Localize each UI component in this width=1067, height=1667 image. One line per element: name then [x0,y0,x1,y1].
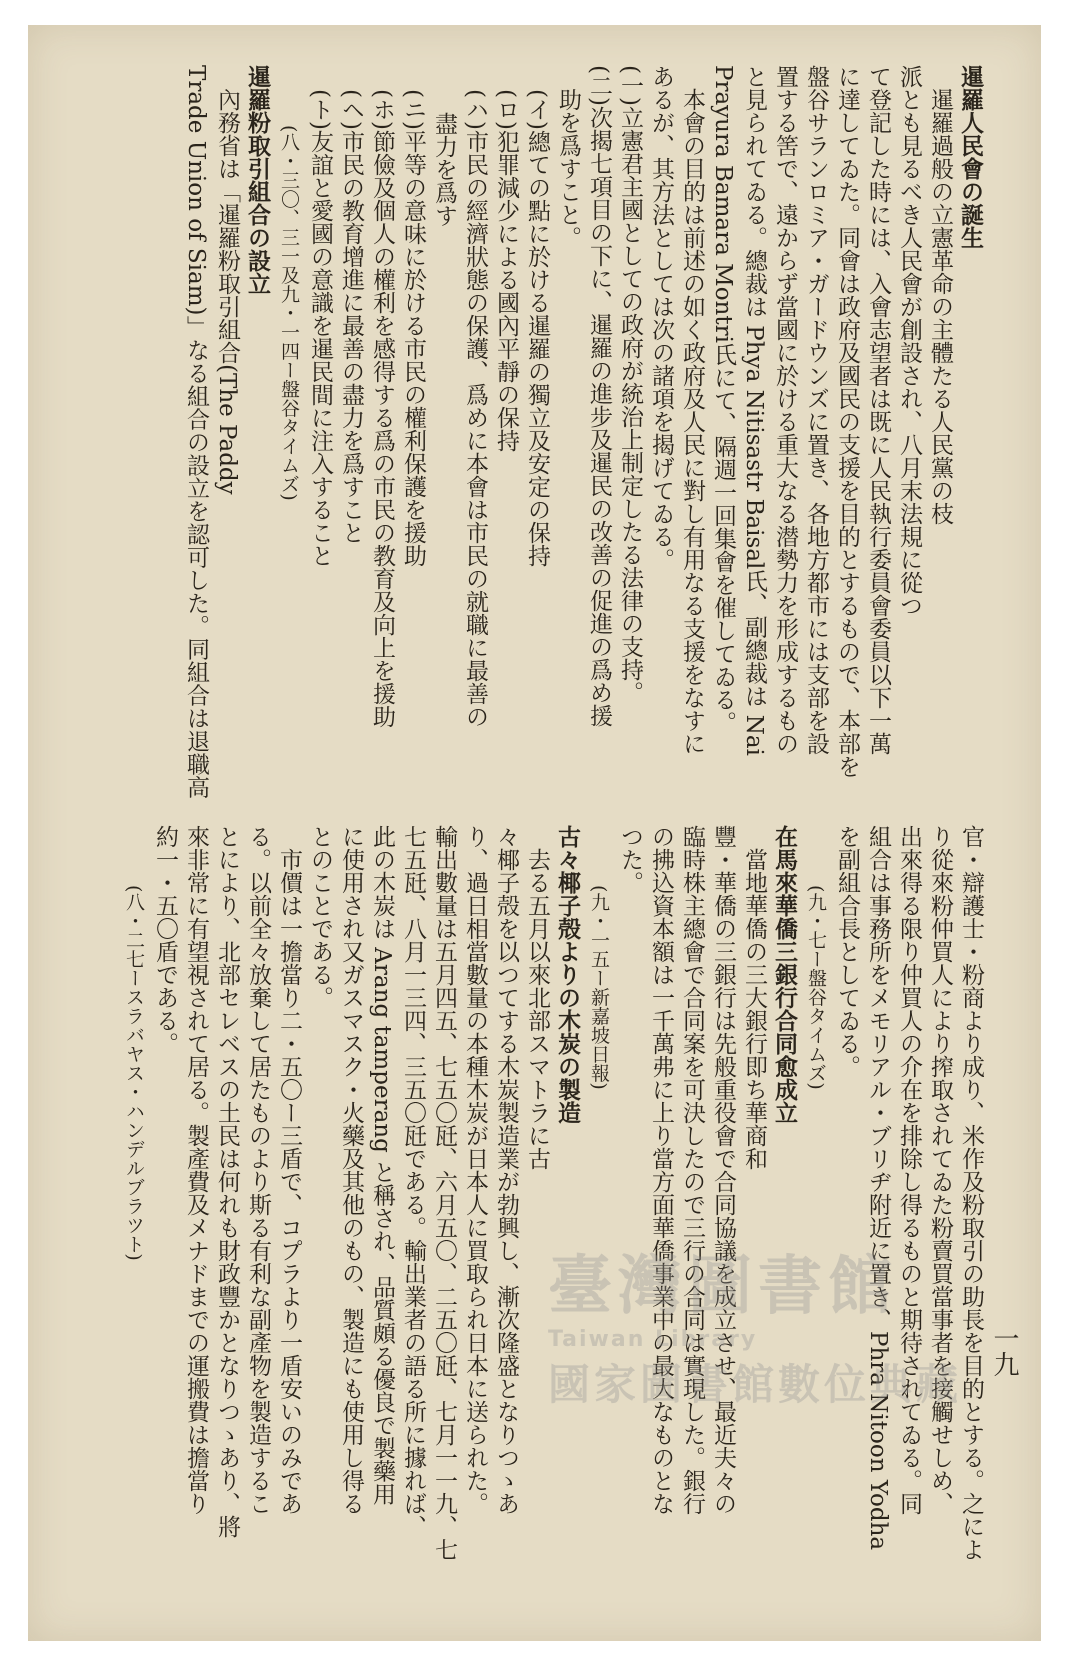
article-line: 去る五月以來北部スマトラに古 [524,825,550,1170]
source-citation: (九・七ー盤谷タイムズ) [805,885,827,1090]
sub-list-item: 盡力を爲す [431,89,457,227]
article-line: 暹羅過般の立憲革命の主體たる人民黨の枝 [927,65,953,525]
article-line: 約一・五〇盾である。 [152,825,178,1055]
heading-charcoal: 古々椰子殻よりの木炭の製造 [554,825,581,1124]
article-line: 々椰子殻を以つてする木炭製造業が勃興し、漸次隆盛となりつゝあ [493,825,519,1515]
article-line: つた。 [617,825,643,894]
library-watermark [548,1235,962,1412]
article-line: 內務省は「暹羅粉取引組合(The Paddy [214,65,240,495]
article-line: に使用され又ガスマスク・火藥及其他のもの、製造にも使用し得る [338,825,364,1515]
article-line: 派とも見るべき人民會が創設され、八月末法規に從つ [896,65,922,617]
list-item: (一)立憲君主國としての政府が統治上制定したる法律の支持。 [617,65,643,704]
watermark-main: 臺灣圖書館 [548,1250,898,1324]
article-line: り從來粉仲買人により搾取されてゐた粉賣買當事者を接觸せしめ、 [927,825,953,1515]
watermark-english: Taiwan Library [548,1327,758,1352]
article-line: Trade Union of Siam)」なる組合の設立を認可した。同組合は退職高 [183,65,209,799]
scanned-page [28,25,1041,1641]
article-line: の拂込資本額は一千萬弗に上り當方面華僑事業中の最大なものとな [648,825,674,1515]
article-paddy-union [180,65,273,805]
article-line: 來非常に有望視されて居る。製產費及メナドまでの運搬費は擔當り [183,825,209,1515]
heading-paddy-union: 暹羅粉取引組合の設立 [244,65,271,295]
sub-list-item: (ト)友誼と愛國の意識を暹民間に注入すること [307,89,333,567]
list-item: 助を爲すこと。 [555,65,581,249]
page-number: 一九 [989,1325,1019,1377]
heading-people-association: 暹羅人民會の誕生 [957,65,984,249]
article-line: 置する筈で、遠からず當國に於ける重大なる潜勢力を形成するもの [772,65,798,755]
article-line: て登記した時には、入會志望者は既に人民執行委員會委員以下一萬 [865,65,891,755]
article-line: り、過日相當數量の本種木炭が日本人に買取られ日本に送られた。 [462,825,488,1515]
article-paddy-union-continued [800,825,986,1585]
upper-section [86,65,986,805]
list-item: (二)次揭七項目の下に、暹羅の進步及暹民の改善の促進の爲め援 [586,65,612,727]
article-line: 當地華僑の三大銀行即ち華商和 [741,825,767,1170]
article-line: 市價は一擔當り二・五〇ー三盾で、コプラより一盾安いのみであ [276,825,302,1515]
article-line: あるが、其方法としては次の諸項を揭げてゐる。 [648,65,674,571]
sub-list-item: (ニ)平等の意味に於ける市民の權利保護を援助 [400,89,426,567]
source-citation: (九・一五ー新嘉坡日報) [588,885,610,1090]
sub-list-item: (ヘ)市民の教育增進に最善の盡力を爲すこと [338,89,364,544]
article-line: Prayura Bamara Montri氏にて、隔週一回集會を催してゐる。 [710,65,736,734]
article-line: とのことである。 [307,825,333,1009]
article-charcoal [118,825,583,1585]
lower-section [86,825,986,1585]
sub-list-item: (ホ)節儉及個人の權利を感得する爲の市民の教育及向上を援助 [369,89,395,728]
sub-list-item: (ロ)犯罪減少による國內平靜の保持 [493,89,519,452]
article-line: 此の木炭は Arang tamperang と稱され、品質頗る優良で製藥用 [369,825,395,1506]
article-line: とにより、北部セレベスの土民は何れも財政豐かとなりつゝあり、將 [214,825,240,1538]
sub-list-item: (イ)總ての點に於ける暹羅の獨立及安定の保持 [524,89,550,567]
article-line: 輸出數量は五月四五、七五〇瓩、六月五〇、二五〇瓩、七月一一九、七 [431,825,457,1561]
article-line: 臨時株主總會で合同案を可決したので三行の合同は實現した。銀行 [679,825,705,1515]
article-line: 七五瓩、八月一三四、三五〇瓩である。輸出業者の語る所に據れば、 [400,825,426,1538]
article-line: 本會の目的は前述の如く政府及人民に對し有用なる支援をなすに [679,65,705,755]
article-line: に達してゐた。同會は政府及國民の支援を目的とするもので、本部を [834,65,860,778]
article-bank-merger [583,825,800,1585]
source-citation: (八・二七ースラバヤス・ハンデルブラツト) [123,885,145,1261]
sub-list-item: (ハ)市民の經濟狀態の保護、爲めに本會は市民の就職に最善の [462,89,488,728]
article-line: る。以前全々放棄して居たものより斯る有利な副產物を製造するこ [245,825,271,1515]
article-line: 官・辯護士・粉商より成り、米作及粉取引の助長を目的とする。之によ [958,825,984,1561]
article-line: 組合は事務所をメモリアル・ブリヂ附近に置き、Phra Nitoon Yodha [865,825,891,1551]
watermark-sub: 國家圖書館數位典藏 [548,1360,963,1409]
article-line: 豐・華僑の三銀行は先般重役會で合同協議を成立させ、最近夫々の [710,825,736,1515]
article-line: 出來得る限り仲買人の介在を排除し得るものと期待されてゐる。同 [896,825,922,1515]
article-people-association [273,65,986,805]
article-line: 盤谷サランロミア・ガードウンズに置き、各地方都市には支部を設 [803,65,829,755]
source-citation: (八・三〇、三一及九・一四ー盤谷タイムズ) [278,125,300,501]
article-line: を副組合長としてゐる。 [834,825,860,1078]
heading-bank-merger: 在馬來華僑三銀行合同愈成立 [771,825,798,1124]
article-line: と見られてゐる。總裁は Phya Nitisastr Baisal氏、副總裁は Nai [741,65,767,756]
